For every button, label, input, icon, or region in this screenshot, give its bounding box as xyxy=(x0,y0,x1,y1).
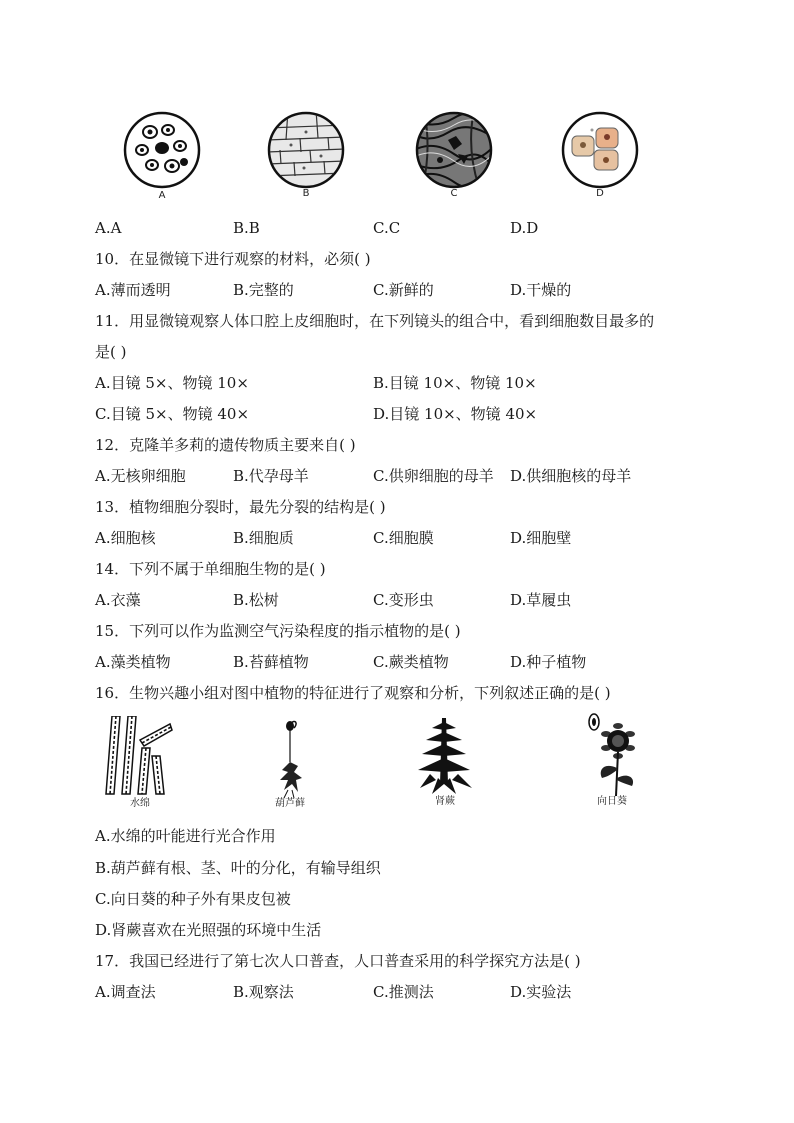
q9-option-b: B.B xyxy=(233,219,260,237)
q10-option-c: C.新鲜的 xyxy=(373,281,434,299)
q17-stem: 17．我国已经进行了第七次人口普查，人口普查采用的科学探究方法是( ) xyxy=(95,952,581,970)
q12-option-c: C.供卵细胞的母羊 xyxy=(373,467,494,485)
q11-option-d: D.目镜 10×、物镜 40× xyxy=(373,405,538,423)
q11-stem-line1: 11．用显微镜观察人体口腔上皮细胞时，在下列镜头的组合中，看到细胞数目最多的 xyxy=(95,312,655,330)
q14-option-b: B.松树 xyxy=(233,591,279,609)
q11-option-c: C.目镜 5×、物镜 40× xyxy=(95,405,250,423)
q15-stem: 15．下列可以作为监测空气污染程度的指示植物的是( ) xyxy=(95,622,461,640)
micrograph-d-label: D xyxy=(596,188,604,199)
q10-stem: 10．在显微镜下进行观察的材料，必须( ) xyxy=(95,250,371,268)
q16-option-a: A.水绵的叶能进行光合作用 xyxy=(95,827,276,845)
micrograph-b-label: B xyxy=(302,188,310,199)
q15-option-a: A.藻类植物 xyxy=(95,653,171,671)
q15-option-b: B.苔藓植物 xyxy=(233,653,309,671)
q13-option-c: C.细胞膜 xyxy=(373,529,434,547)
sunflower-label: 向日葵 xyxy=(597,796,627,807)
q13-stem: 13．植物细胞分裂时，最先分裂的结构是( ) xyxy=(95,498,386,516)
spirogyra-label: 水绵 xyxy=(130,798,150,809)
q9-option-c: C.C xyxy=(373,219,401,237)
plants-figure xyxy=(100,712,660,812)
q14-option-c: C.变形虫 xyxy=(373,591,434,609)
q13-option-a: A.细胞核 xyxy=(95,529,156,547)
micrograph-d-image xyxy=(560,110,640,190)
fern-image xyxy=(410,714,480,798)
micrograph-b-image xyxy=(266,110,346,190)
micrograph-a-label: A xyxy=(158,190,166,201)
q17-option-d: D.实验法 xyxy=(510,983,572,1001)
q10-option-a: A.薄而透明 xyxy=(95,281,171,299)
q14-option-a: A.衣藻 xyxy=(95,591,141,609)
micrograph-figure xyxy=(118,108,658,208)
q17-option-b: B.观察法 xyxy=(233,983,294,1001)
q11-stem-line2: 是( ) xyxy=(95,343,127,361)
micrograph-c-image xyxy=(414,110,494,190)
q16-stem: 16．生物兴趣小组对图中植物的特征进行了观察和分析，下列叙述正确的是( ) xyxy=(95,684,611,702)
q10-option-d: D.干燥的 xyxy=(510,281,572,299)
q10-option-b: B.完整的 xyxy=(233,281,294,299)
sunflower-image xyxy=(584,712,644,798)
q12-option-a: A.无核卵细胞 xyxy=(95,467,186,485)
moss-label: 葫芦藓 xyxy=(275,798,305,809)
q13-option-b: B.细胞质 xyxy=(233,529,294,547)
spirogyra-image xyxy=(104,716,174,796)
q14-stem: 14．下列不属于单细胞生物的是( ) xyxy=(95,560,326,578)
q12-option-d: D.供细胞核的母羊 xyxy=(510,467,632,485)
q16-option-c: C.向日葵的种子外有果皮包被 xyxy=(95,890,291,908)
q14-option-d: D.草履虫 xyxy=(510,591,572,609)
micrograph-a-image xyxy=(122,110,202,190)
q17-option-a: A.调查法 xyxy=(95,983,156,1001)
q13-option-d: D.细胞壁 xyxy=(510,529,572,547)
q11-option-a: A.目镜 5×、物镜 10× xyxy=(95,374,249,392)
q16-option-b: B.葫芦藓有根、茎、叶的分化，有输导组织 xyxy=(95,859,381,877)
q9-option-a: A.A xyxy=(95,219,122,237)
q15-option-c: C.蕨类植物 xyxy=(373,653,449,671)
q12-stem: 12．克隆羊多莉的遗传物质主要来自( ) xyxy=(95,436,356,454)
q17-option-c: C.推测法 xyxy=(373,983,434,1001)
moss-image xyxy=(270,714,310,798)
fern-label: 肾蕨 xyxy=(435,796,455,807)
q11-option-b: B.目镜 10×、物镜 10× xyxy=(373,374,537,392)
q12-option-b: B.代孕母羊 xyxy=(233,467,309,485)
q9-option-d: D.D xyxy=(510,219,539,237)
q16-option-d: D.肾蕨喜欢在光照强的环境中生活 xyxy=(95,921,322,939)
micrograph-c-label: C xyxy=(450,188,458,199)
q15-option-d: D.种子植物 xyxy=(510,653,587,671)
